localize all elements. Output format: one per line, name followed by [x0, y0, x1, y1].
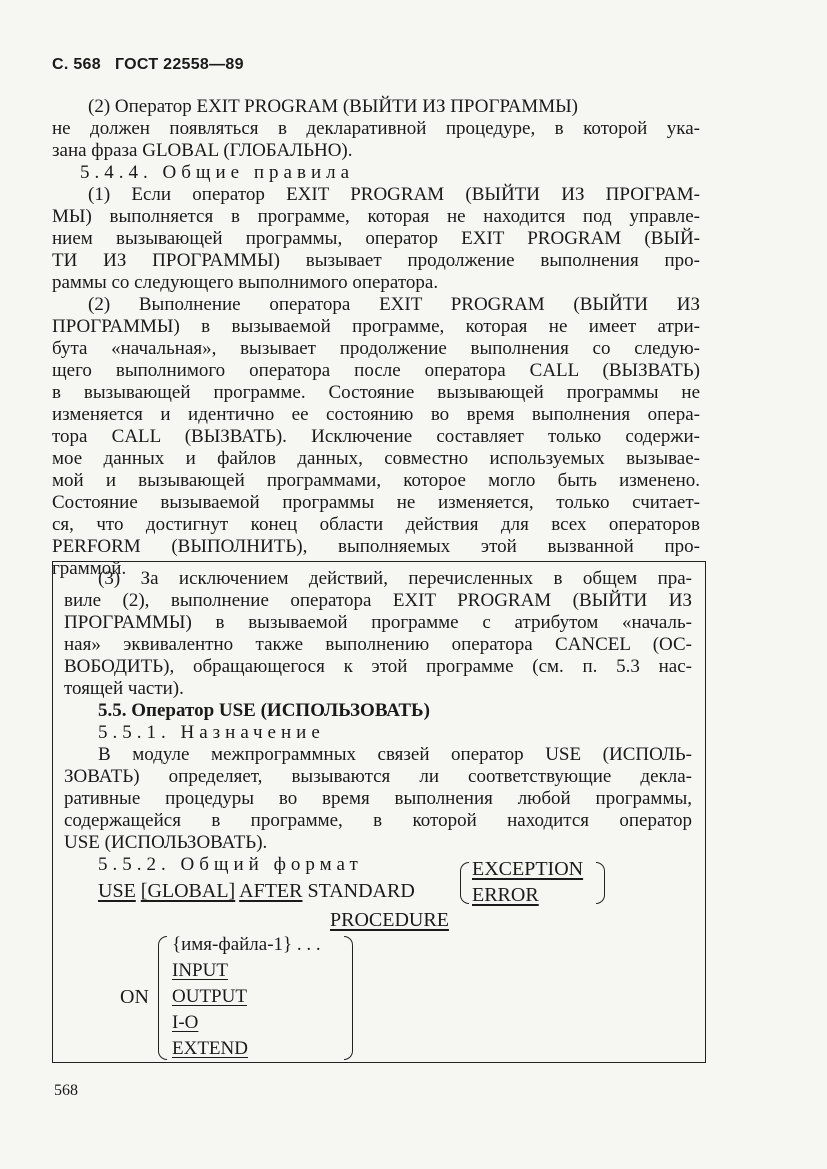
- text-line: ВОБОДИТЬ), обращающегося к этой программе (см. п. 5.3 нас-: [64, 656, 692, 677]
- text-line: тоящей части).: [64, 678, 184, 699]
- text-line: зана фраза GLOBAL (ГЛОБАЛЬНО).: [52, 140, 353, 161]
- text-line: ся, что достигнут конец области действия для всех операторов: [52, 514, 700, 535]
- section-heading: 5.5.1. Назначение: [98, 722, 325, 743]
- text-line: бута «начальная», вызывает продолжение выполнения со следую-: [52, 338, 700, 359]
- page-number: 568: [54, 1082, 78, 1099]
- section-heading: 5.4.4. Общие правила: [80, 162, 355, 183]
- text-line: ПРОГРАММЫ) в вызываемой программе с атрибутом «началь-: [64, 612, 692, 633]
- text-line: (1) Если оператор EXIT PROGRAM (ВЫЙТИ ИЗ ПРОГРАМ-: [88, 184, 700, 205]
- text-line: щего выполнимого оператора после оператора CALL (ВЫЗВАТЬ): [52, 360, 700, 381]
- text-line: МЫ) выполняется в программе, которая не находится под управле-: [52, 206, 700, 227]
- right-brace: [344, 936, 353, 1060]
- keyword-use: USE: [98, 880, 136, 902]
- text-line: ТИ ИЗ ПРОГРАММЫ) вызывает продолжение выполнения про-: [52, 250, 700, 271]
- page-label: С. 568: [52, 56, 101, 73]
- format-use-clause: [98, 880, 415, 902]
- keyword-error: ERROR: [472, 884, 539, 906]
- text-line: В модуле межпрограммных связей оператор USE (ИСПОЛЬ-: [98, 744, 692, 765]
- text-line: раммы со следующего выполнимого оператора.: [52, 272, 439, 293]
- text-line: нием вызывающей программы, оператор EXIT PROGRAM (ВЫЙ-: [52, 228, 700, 249]
- option-i-o: I-O: [172, 1012, 199, 1033]
- section-heading: 5.5.2. Общий формат: [98, 854, 363, 875]
- text-line: USE (ИСПОЛЬЗОВАТЬ).: [64, 832, 268, 853]
- text-line: не должен появляться в декларативной процедуре, в которой ука-: [52, 118, 700, 139]
- right-brace: [596, 862, 605, 904]
- left-brace: [460, 862, 469, 904]
- page-header: [52, 56, 244, 74]
- option-output: OUTPUT: [172, 986, 247, 1007]
- text-line: ная» эквивалентно также выполнению оператора CANCEL (ОС-: [64, 634, 692, 655]
- text-line: ПРОГРАММЫ) в вызываемой программе, которая не имеет атри-: [52, 316, 700, 337]
- text-line: в вызывающей программе. Состояние вызывающей программы не: [52, 382, 700, 403]
- text-line: изменяется и идентично ее состоянию во время выполнения опера-: [52, 404, 700, 425]
- keyword-on: ON: [120, 986, 149, 1008]
- text-line: (2) Выполнение оператора EXIT PROGRAM (ВЫЙТИ ИЗ: [88, 294, 700, 315]
- text-line: мой и вызывающей программами, которое могло быть изменено.: [52, 470, 700, 491]
- keyword-procedure: PROCEDURE: [330, 909, 449, 931]
- text-line: содержащейся в программе, в которой находится оператор: [64, 810, 692, 831]
- text-line: PERFORM (ВЫПОЛНИТЬ), выполняемых этой вызванной про-: [52, 536, 700, 557]
- text-line: ративные процедуры во время выполнения любой программы,: [64, 788, 692, 809]
- text-line: виле (2), выполнение оператора EXIT PROGRAM (ВЫЙТИ ИЗ: [64, 590, 692, 611]
- option-input: INPUT: [172, 960, 228, 981]
- standard-label: ГОСТ 22558—89: [114, 56, 244, 73]
- text-line: Состояние вызываемой программы не изменяется, только считает-: [52, 492, 700, 513]
- keyword-standard: STANDARD: [307, 880, 415, 902]
- text-line: тора CALL (ВЫЗВАТЬ). Исключение составляет только содержи-: [52, 426, 700, 447]
- text-line: мое данных и файлов данных, совместно используемых вызывае-: [52, 448, 700, 469]
- keyword-global: [GLOBAL]: [140, 880, 236, 902]
- option-file-name: {имя-файла-1} . . .: [172, 934, 321, 955]
- keyword-after: AFTER: [239, 880, 303, 902]
- section-heading: 5.5. Оператор USE (ИСПОЛЬЗОВАТЬ): [98, 700, 430, 721]
- text-line: (2) Оператор EXIT PROGRAM (ВЫЙТИ ИЗ ПРОГРАММЫ): [88, 96, 578, 117]
- text-line: (3) За исключением действий, перечисленных в общем пра-: [98, 568, 692, 589]
- text-line: граммой.: [52, 558, 127, 579]
- text-line: ЗОВАТЬ) определяет, вызываются ли соответствующие декла-: [64, 766, 692, 787]
- keyword-exception: EXCEPTION: [472, 858, 584, 880]
- left-brace: [158, 936, 167, 1060]
- option-extend: EXTEND: [172, 1038, 248, 1059]
